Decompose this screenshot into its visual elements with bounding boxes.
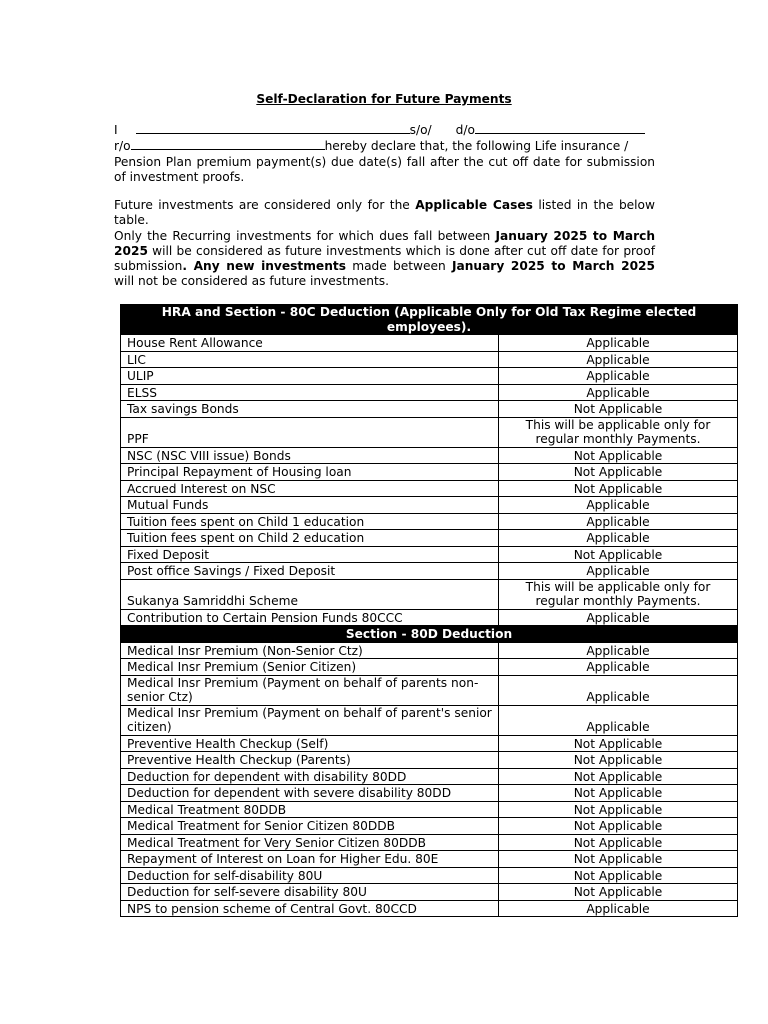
section-header-text: Section - 80D Deduction <box>121 626 738 643</box>
note-paragraph-1: Future investments are considered only for the Applicable Cases listed in the below table. <box>114 198 655 228</box>
deduction-name: Medical Treatment for Senior Citizen 80DDB <box>121 818 499 835</box>
deduction-name: Preventive Health Checkup (Parents) <box>121 752 499 769</box>
applicability-status: Not Applicable <box>499 768 738 785</box>
applicability-status: Applicable <box>499 609 738 626</box>
so-label: s/o/ <box>409 123 432 137</box>
applicability-status: Applicable <box>499 335 738 352</box>
table-row <box>121 609 738 626</box>
applicability-status: Applicable <box>499 384 738 401</box>
deduction-name: Deduction for self-severe disability 80U <box>121 884 499 901</box>
applicability-status: Applicable <box>499 368 738 385</box>
ro-label: r/o <box>114 139 131 154</box>
table-row <box>121 480 738 497</box>
table-row <box>121 785 738 802</box>
address-blank[interactable] <box>131 138 325 150</box>
deduction-name: Post office Savings / Fixed Deposit <box>121 563 499 580</box>
section-header-text: HRA and Section - 80C Deduction (Applicable Only for Old Tax Regime elected employees). <box>121 305 738 335</box>
table-row <box>121 530 738 547</box>
applicable-cases-emphasis: Applicable Cases <box>415 198 533 212</box>
applicability-status: Not Applicable <box>499 884 738 901</box>
applicability-status: Applicable <box>499 563 738 580</box>
deduction-name: Medical Insr Premium (Non-Senior Ctz) <box>121 642 499 659</box>
do-label: d/o <box>455 123 475 137</box>
table-row <box>121 818 738 835</box>
applicability-status: Not Applicable <box>499 818 738 835</box>
applicability-status: Not Applicable <box>499 801 738 818</box>
table-row <box>121 659 738 676</box>
deduction-name: Medical Treatment for Very Senior Citizen 80DDB <box>121 834 499 851</box>
deduction-name: Contribution to Certain Pension Funds 80CCC <box>121 609 499 626</box>
table-row <box>121 900 738 917</box>
deduction-name: Preventive Health Checkup (Self) <box>121 735 499 752</box>
document-title: Self-Declaration for Future Payments <box>256 92 512 106</box>
applicability-status: Not Applicable <box>499 447 738 464</box>
applicability-status: Not Applicable <box>499 735 738 752</box>
table-row <box>121 563 738 580</box>
section-80d-header <box>121 626 738 643</box>
declaration-text: hereby declare that, the following Life insurance / <box>324 139 629 154</box>
name-blank[interactable] <box>136 122 410 134</box>
deduction-name: Sukanya Samriddhi Scheme <box>121 579 499 609</box>
applicability-status: Applicable <box>499 530 738 547</box>
deduction-name: Medical Insr Premium (Payment on behalf of parents non-senior Ctz) <box>121 675 499 705</box>
applicability-status: Applicable <box>499 497 738 514</box>
deduction-name: Medical Insr Premium (Senior Citizen) <box>121 659 499 676</box>
applicability-status: This will be applicable only for regular monthly Payments. <box>499 579 738 609</box>
deduction-name: House Rent Allowance <box>121 335 499 352</box>
table-row <box>121 351 738 368</box>
deduction-name: Deduction for dependent with disability 80DD <box>121 768 499 785</box>
deduction-name: NPS to pension scheme of Central Govt. 80CCD <box>121 900 499 917</box>
table-row <box>121 768 738 785</box>
deductions-table <box>120 304 738 917</box>
i-label: I <box>114 123 118 137</box>
applicability-status: Applicable <box>499 900 738 917</box>
table-row <box>121 642 738 659</box>
applicability-status: Not Applicable <box>499 480 738 497</box>
table-row <box>121 513 738 530</box>
applicability-status: Applicable <box>499 351 738 368</box>
table-row <box>121 368 738 385</box>
deduction-name: Tuition fees spent on Child 2 education <box>121 530 499 547</box>
applicability-status: Not Applicable <box>499 851 738 868</box>
section-80c-header <box>121 305 738 335</box>
note-paragraph-2: Only the Recurring investments for which dues fall between January 2025 to March 2025 will be considered as future investments which is done after cut off date for proof submission. Any new investments made between January 2025 to March 2025 will not be considered as future investments. <box>114 228 656 289</box>
table-row <box>121 705 738 735</box>
deduction-name: Medical Treatment 80DDB <box>121 801 499 818</box>
deduction-name: LIC <box>121 351 499 368</box>
table-row <box>121 401 738 418</box>
applicability-status: Applicable <box>499 642 738 659</box>
applicability-status: Not Applicable <box>499 401 738 418</box>
applicability-status: Not Applicable <box>499 867 738 884</box>
applicability-status: Not Applicable <box>499 834 738 851</box>
table-row <box>121 335 738 352</box>
deduction-name: NSC (NSC VIII issue) Bonds <box>121 447 499 464</box>
table-row <box>121 801 738 818</box>
deduction-name: Medical Insr Premium (Payment on behalf of parent's senior citizen) <box>121 705 499 735</box>
deduction-name: Tuition fees spent on Child 1 education <box>121 513 499 530</box>
declaration-line-1 <box>114 122 655 138</box>
deduction-name: Deduction for self-disability 80U <box>121 867 499 884</box>
table-row <box>121 752 738 769</box>
applicability-status: Not Applicable <box>499 464 738 481</box>
table-row <box>121 834 738 851</box>
deduction-name: Mutual Funds <box>121 497 499 514</box>
deduction-name: Repayment of Interest on Loan for Higher Edu. 80E <box>121 851 499 868</box>
applicability-status: Not Applicable <box>499 752 738 769</box>
applicability-status: Applicable <box>499 659 738 676</box>
future-investments-note <box>114 198 655 290</box>
declaration-continuation: Pension Plan premium payment(s) due date(s) fall after the cut off date for submission of investment proofs. <box>114 154 655 184</box>
applicability-status: Applicable <box>499 705 738 735</box>
deduction-name: ELSS <box>121 384 499 401</box>
deduction-name: PPF <box>121 417 499 447</box>
table-row <box>121 447 738 464</box>
declaration-block <box>114 122 655 185</box>
applicability-status: This will be applicable only for regular monthly Payments. <box>499 417 738 447</box>
table-row <box>121 384 738 401</box>
applicability-status: Not Applicable <box>499 546 738 563</box>
parent-name-blank[interactable] <box>475 122 645 134</box>
table-row <box>121 884 738 901</box>
table-row <box>121 464 738 481</box>
applicability-status: Applicable <box>499 513 738 530</box>
table-row <box>121 735 738 752</box>
deduction-name: Fixed Deposit <box>121 546 499 563</box>
table-row <box>121 546 738 563</box>
deduction-name: Accrued Interest on NSC <box>121 480 499 497</box>
deduction-name: Deduction for dependent with severe disability 80DD <box>121 785 499 802</box>
table-row <box>121 417 738 447</box>
deduction-name: Tax savings Bonds <box>121 401 499 418</box>
declaration-line-2 <box>114 138 655 154</box>
table-row <box>121 675 738 705</box>
applicability-status: Not Applicable <box>499 785 738 802</box>
table-row <box>121 851 738 868</box>
table-row <box>121 867 738 884</box>
deduction-name: Principal Repayment of Housing loan <box>121 464 499 481</box>
deduction-name: ULIP <box>121 368 499 385</box>
table-row <box>121 497 738 514</box>
table-row <box>121 579 738 609</box>
new-investments-emphasis: new investments <box>226 259 346 274</box>
applicability-status: Applicable <box>499 675 738 705</box>
